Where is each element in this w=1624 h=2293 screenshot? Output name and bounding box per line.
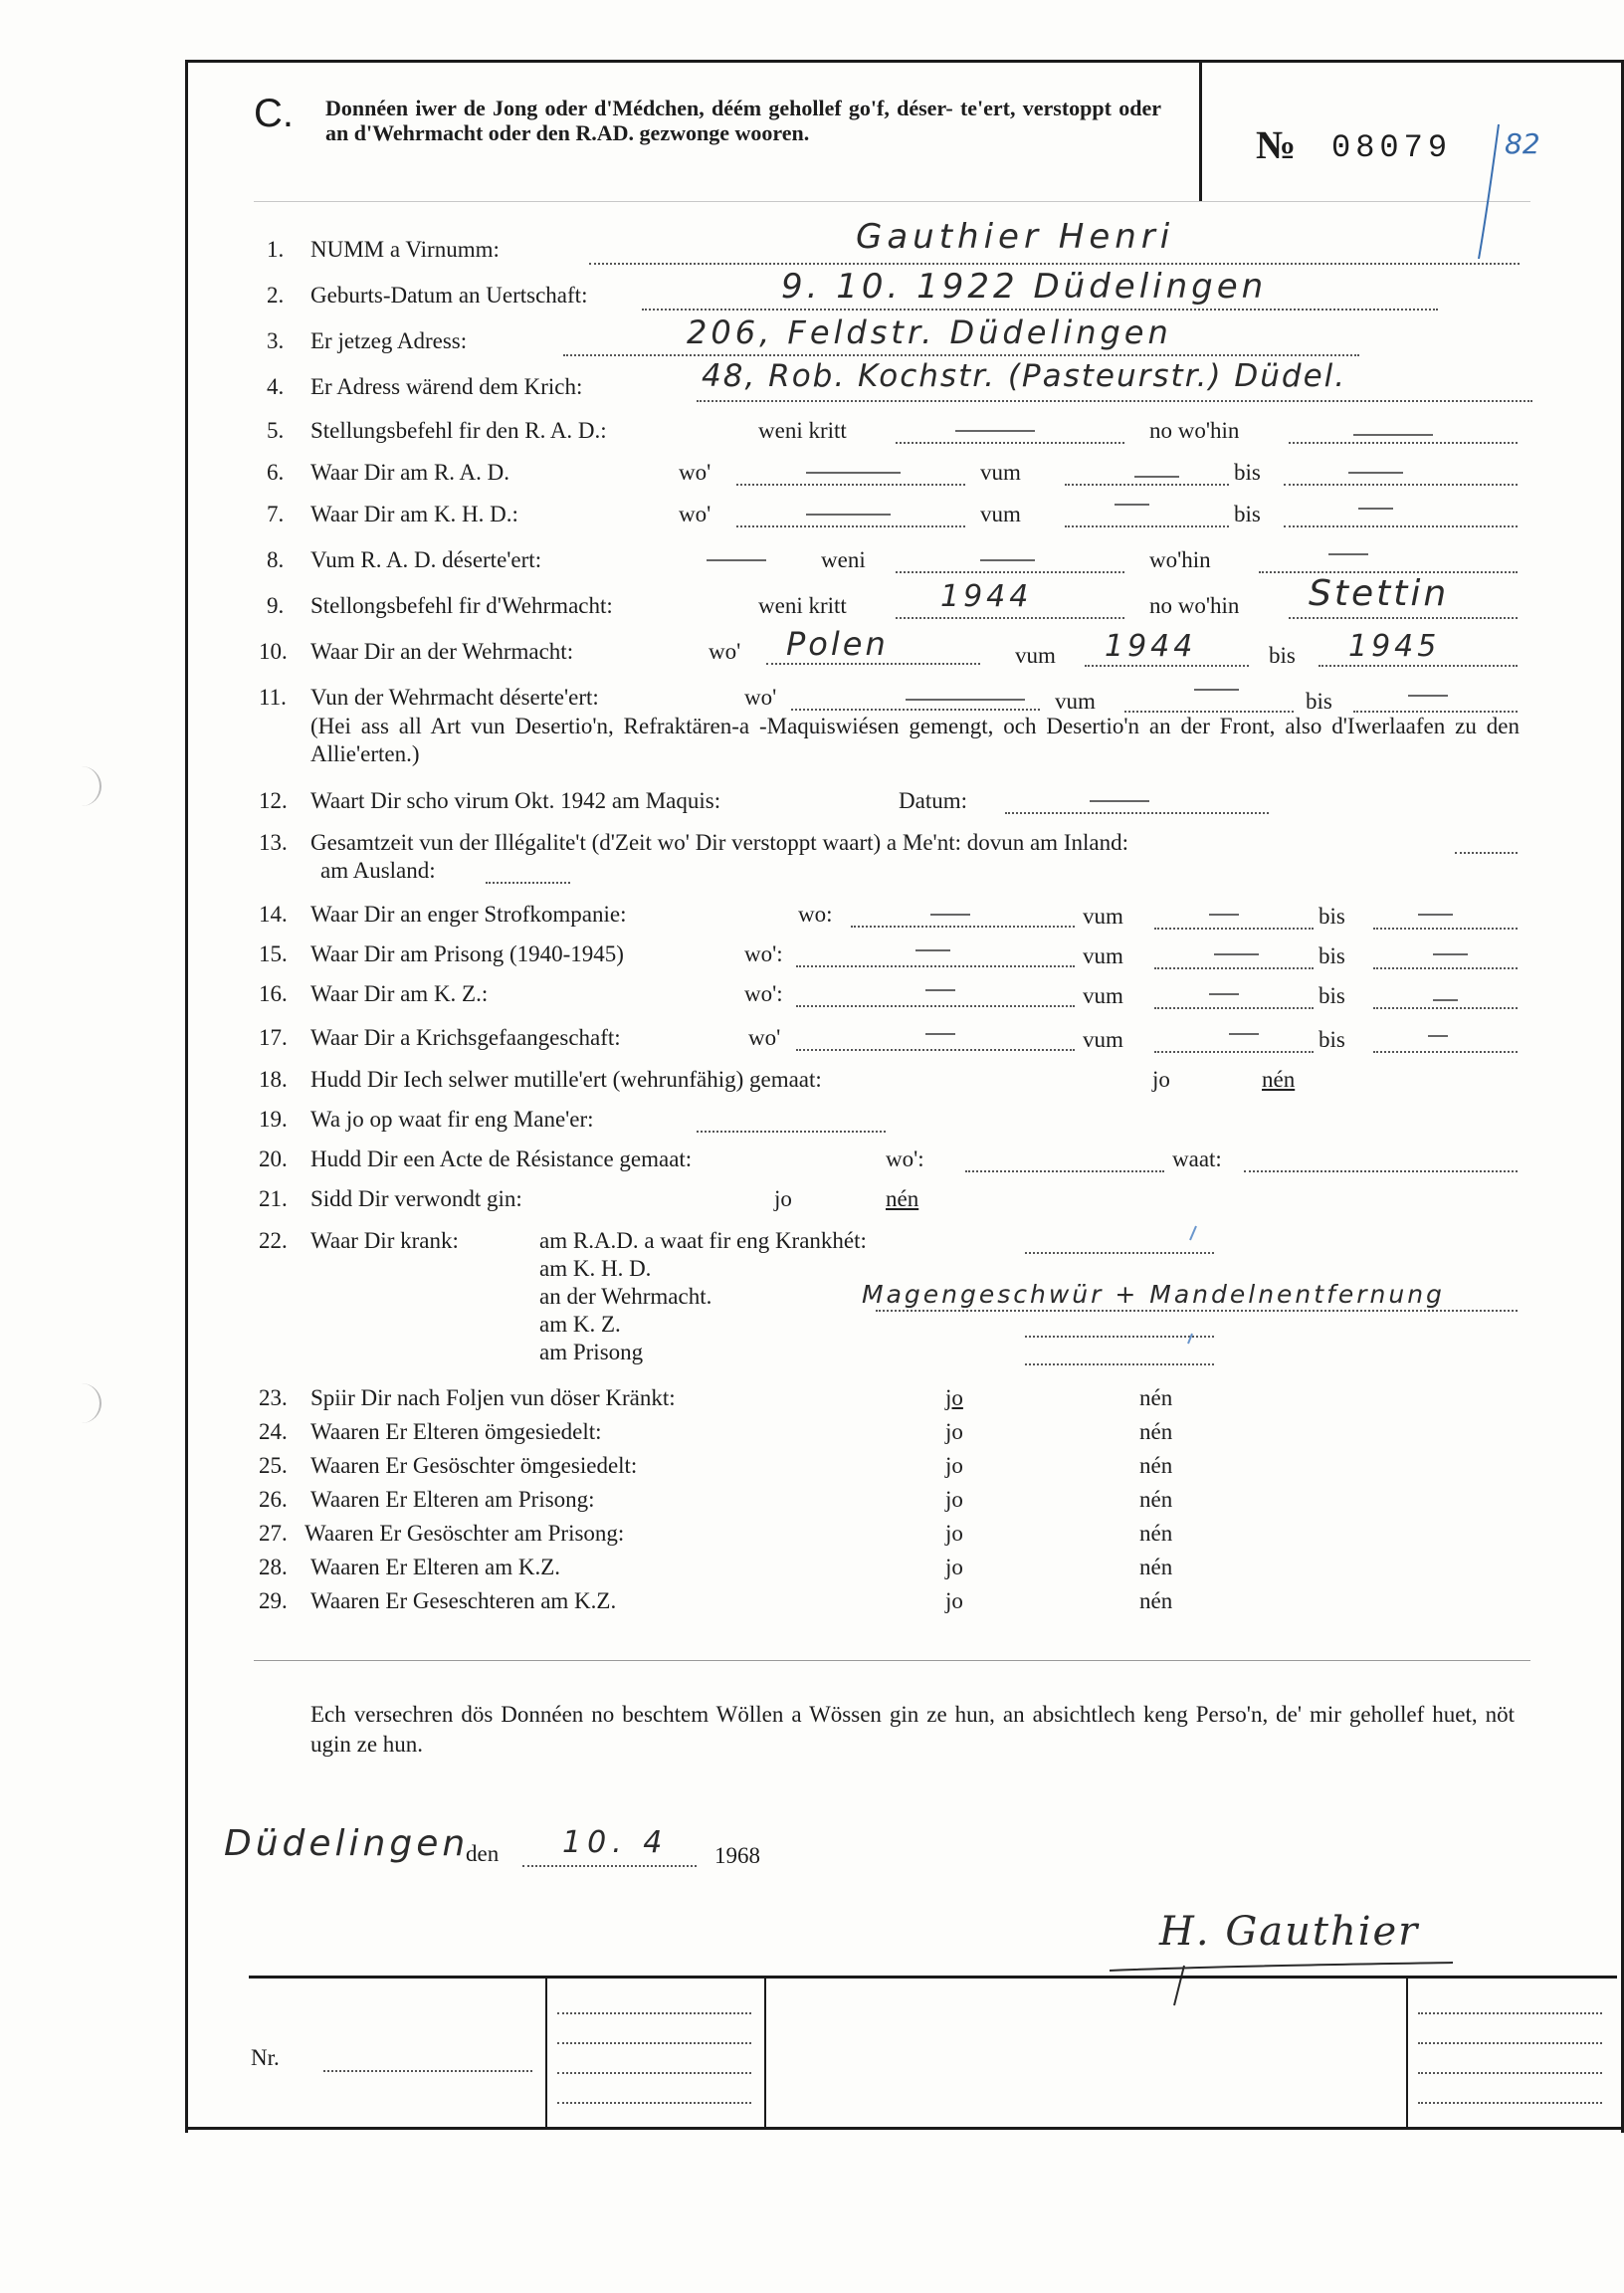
office-line[interactable] (557, 2102, 751, 2104)
q8-field-a: weni (821, 547, 866, 572)
q14-dash-a (930, 914, 970, 916)
q8-dash-a (980, 559, 1035, 561)
q14-line-b[interactable] (1154, 928, 1314, 930)
q13-label: Gesamtzeit vun der Illégalite't (d'Zeit wo' Dir verstoppt waart) a Me'nt: dovun am Inland: (310, 830, 1128, 855)
q1-label: NUMM a Virnumm: (310, 237, 500, 262)
q29-yes[interactable]: jo (945, 1588, 963, 1613)
q20-field-a: wo': (886, 1146, 924, 1171)
q14-field-b: vum (1083, 904, 1123, 929)
q29-label: Waaren Er Geseschteren am K.Z. (310, 1588, 617, 1613)
q17-num: 17. (259, 1025, 288, 1050)
q27-num: 27. (259, 1521, 288, 1546)
q8-dash-0 (707, 559, 766, 561)
q13-num: 13. (259, 830, 288, 855)
q11-line-a[interactable] (791, 709, 1040, 711)
q11-dash-a (906, 699, 1025, 701)
section-letter: C. (254, 92, 294, 135)
office-line[interactable] (557, 2072, 751, 2074)
q14-field-c: bis (1319, 904, 1345, 929)
q22-sub-prisong: am Prisong (539, 1340, 644, 1364)
q12-num: 12. (259, 788, 288, 813)
q5-label: Stellungsbefehl fir den R. A. D.: (310, 418, 607, 443)
q24-no[interactable]: nén (1139, 1419, 1173, 1444)
q4-label: Er Adress wärend dem Krich: (310, 374, 583, 399)
q11-label: Vun der Wehrmacht déserte'ert: (310, 685, 599, 710)
q15-label: Waar Dir am Prisong (1940-1945) (310, 941, 624, 966)
q4-num: 4. (267, 374, 285, 399)
q22-label: Waar Dir krank: (310, 1228, 459, 1253)
q15-dash-b (1214, 953, 1259, 955)
q11-field-c: bis (1306, 689, 1332, 714)
q26-num: 26. (259, 1487, 288, 1512)
q14-dash-c (1418, 914, 1453, 916)
q18-no[interactable]: nén (1262, 1067, 1296, 1092)
q12-dash-a (1090, 800, 1149, 802)
q26-no[interactable]: nén (1139, 1487, 1173, 1512)
q9-label: Stellongsbefehl fir d'Wehrmacht: (310, 593, 613, 618)
q16-line-c[interactable] (1373, 1007, 1518, 1009)
q28-yes[interactable]: jo (945, 1555, 963, 1579)
q15-field-b: vum (1083, 943, 1123, 968)
q21-yes[interactable]: jo (774, 1186, 792, 1211)
q18-yes[interactable]: jo (1152, 1067, 1170, 1092)
q11-dash-c (1408, 695, 1448, 697)
q15-dash-c (1433, 953, 1468, 955)
q17-field-b: vum (1083, 1027, 1123, 1052)
q10-num: 10. (259, 639, 288, 664)
q11-note: (Hei ass all Art vun Desertio'n, Refraktären-a -Maquiswiésen gemengt, och Desertio'n an der Front, also d'Iwerlaafen zu den Allie'erten.) (310, 714, 1520, 766)
q10-line-b[interactable] (1085, 665, 1249, 667)
q6-line-c[interactable] (1284, 484, 1518, 486)
q7-label: Waar Dir am K. H. D.: (310, 502, 518, 526)
q8-line-a[interactable] (896, 571, 1124, 573)
q29-no[interactable]: nén (1139, 1588, 1173, 1613)
q26-label: Waaren Er Elteren am Prisong: (310, 1487, 595, 1512)
q5-line-a[interactable] (896, 442, 1124, 444)
q22-sub-rad: am R.A.D. a waat fir eng Krankhét: (539, 1228, 867, 1253)
q5-num: 5. (267, 418, 285, 443)
office-use-box (249, 1976, 1617, 2130)
q26-yes[interactable]: jo (945, 1487, 963, 1512)
q8-num: 8. (267, 547, 285, 572)
q2-line (642, 309, 1438, 311)
q28-no[interactable]: nén (1139, 1555, 1173, 1579)
q16-field-b: vum (1083, 983, 1123, 1008)
blue-pen-ticks (1182, 1222, 1202, 1352)
form-number: 08079 (1331, 129, 1453, 166)
office-line[interactable] (1418, 2012, 1602, 2014)
q10-line-c[interactable] (1319, 665, 1518, 667)
punch-hole-mark (70, 1383, 102, 1423)
q9-num: 9. (267, 593, 285, 618)
q21-no[interactable]: nén (886, 1186, 919, 1211)
q16-line-a[interactable] (796, 1005, 1075, 1007)
q21-num: 21. (259, 1186, 288, 1211)
q6-dash-b (1134, 476, 1179, 478)
q15-line-b[interactable] (1154, 967, 1314, 969)
q17-field-c: bis (1319, 1027, 1345, 1052)
q14-label: Waar Dir an enger Strofkompanie: (310, 902, 627, 927)
q17-line-a[interactable] (796, 1049, 1075, 1051)
q15-line-c[interactable] (1373, 967, 1518, 969)
q19-line[interactable] (697, 1131, 886, 1133)
q19-label: Wa jo op waat fir eng Mane'er: (310, 1107, 594, 1132)
q16-dash-c (1433, 999, 1458, 1001)
q6-dash-c (1348, 472, 1403, 474)
number-sign: № (1256, 122, 1297, 167)
q9-line-a[interactable] (896, 617, 1124, 619)
nr-line[interactable] (323, 2070, 532, 2072)
header-divider (1199, 62, 1202, 201)
section-title: Donnéen iwer de Jong oder d'Médchen, déém gehollef go'f, déser- te'ert, verstoppt oder an d'Wehrmacht oder den R.AD. gezwonge wooren. (325, 96, 1161, 145)
q7-dash-c (1358, 508, 1393, 510)
q10-answer-c[interactable]: 1945 (1348, 629, 1441, 664)
header-rule (254, 201, 1530, 202)
office-line[interactable] (1418, 2102, 1602, 2104)
office-line[interactable] (1418, 2042, 1602, 2044)
q3-line (563, 354, 1359, 356)
section-separator (254, 1660, 1530, 1661)
number-annotation: 82 (1505, 127, 1540, 160)
date-line[interactable] (522, 1865, 697, 1867)
q7-line-a[interactable] (736, 525, 965, 527)
q14-field-a: wo: (798, 902, 833, 927)
q22-line-prisong[interactable] (1025, 1363, 1214, 1365)
q11-field-b: vum (1055, 689, 1096, 714)
q25-yes[interactable]: jo (945, 1453, 963, 1478)
q10-field-b: vum (1015, 643, 1056, 668)
q3-label: Er jetzeg Adress: (310, 328, 468, 353)
q5-field-a: weni kritt (758, 418, 847, 443)
signature-place[interactable]: Düdelingen (224, 1823, 470, 1864)
q25-label: Waaren Er Gesöschter ömgesiedelt: (310, 1453, 638, 1478)
q15-field-a: wo': (744, 941, 783, 966)
q7-num: 7. (267, 502, 285, 526)
q6-line-a[interactable] (736, 484, 965, 486)
q27-yes[interactable]: jo (945, 1521, 963, 1546)
q7-field-b: vum (980, 502, 1021, 526)
q10-answer-a[interactable]: Polen (786, 625, 889, 663)
q14-num: 14. (259, 902, 288, 927)
declaration-text: Ech versechren dös Donnéen no beschtem Wöllen a Wössen gin ze hun, an absichtlech keng Perso'n, de' mir gehollef huet, nöt ugin ze hun. (310, 1702, 1515, 1757)
q27-no[interactable]: nén (1139, 1521, 1173, 1546)
q10-field-c: bis (1269, 643, 1296, 668)
q7-dash-a (806, 514, 891, 516)
q6-field-b: vum (980, 460, 1021, 485)
q14-line-c[interactable] (1373, 928, 1518, 930)
q13-line-ausland[interactable] (486, 882, 570, 884)
office-line[interactable] (1418, 2072, 1602, 2074)
q22-sub-khd: am K. H. D. (539, 1256, 652, 1281)
q24-label: Waaren Er Elteren ömgesiedelt: (310, 1419, 602, 1444)
q5-line-b[interactable] (1289, 442, 1518, 444)
q10-line-a[interactable] (766, 663, 980, 665)
q10-field-a: wo' (709, 639, 741, 664)
q6-label: Waar Dir am R. A. D. (310, 460, 509, 485)
q23-yes[interactable]: jo (945, 1385, 963, 1410)
q16-dash-a (925, 989, 955, 991)
q18-label: Hudd Dir Iech selwer mutille'ert (wehrunfähig) gemaat: (310, 1067, 822, 1092)
q9-answer-a[interactable]: 1944 (940, 579, 1033, 614)
q6-field-c: bis (1234, 460, 1261, 485)
q28-num: 28. (259, 1555, 288, 1579)
q9-answer-b[interactable]: Stettin (1309, 573, 1450, 614)
q11-num: 11. (259, 685, 287, 710)
date-den: den (466, 1841, 500, 1866)
q8-field-b: wo'hin (1149, 547, 1211, 572)
q9-line-b[interactable] (1289, 617, 1518, 619)
q4-line (697, 400, 1532, 402)
q1-answer[interactable]: Gauthier Henri (856, 217, 1175, 257)
office-line[interactable] (557, 2012, 751, 2014)
q2-num: 2. (267, 283, 285, 308)
q7-dash-b (1115, 504, 1149, 506)
office-line[interactable] (557, 2042, 751, 2044)
q15-num: 15. (259, 941, 288, 966)
q3-answer[interactable]: 206, Feldstr. Düdelingen (687, 313, 1172, 351)
q9-field-b: no wo'hin (1149, 593, 1240, 618)
q7-field-a: wo' (679, 502, 711, 526)
office-box-divider (764, 1976, 766, 2127)
q16-label: Waar Dir am K. Z.: (310, 981, 489, 1006)
q6-dash-a (806, 472, 901, 474)
q5-dash-a (955, 430, 1035, 432)
q1-num: 1. (267, 237, 285, 262)
q17-field-a: wo' (748, 1025, 781, 1050)
q23-label: Spiir Dir nach Foljen vun döser Kränkt: (310, 1385, 676, 1410)
q16-dash-b (1209, 993, 1239, 995)
q10-label: Waar Dir an der Wehrmacht: (310, 639, 574, 664)
q15-field-c: bis (1319, 943, 1345, 968)
q2-label: Geburts-Datum an Uertschaft: (310, 283, 588, 308)
q6-num: 6. (267, 460, 285, 485)
q15-line-a[interactable] (796, 965, 1075, 967)
q17-line-b[interactable] (1154, 1051, 1314, 1053)
q12-field-a: Datum: (899, 788, 967, 813)
signature-date[interactable]: 10. 4 (562, 1825, 669, 1860)
q16-num: 16. (259, 981, 288, 1006)
q18-num: 18. (259, 1067, 288, 1092)
q14-line-a[interactable] (851, 926, 1075, 928)
nr-label: Nr. (251, 2045, 280, 2070)
q24-num: 24. (259, 1419, 288, 1444)
q23-num: 23. (259, 1385, 288, 1410)
q16-line-b[interactable] (1154, 1007, 1314, 1009)
q28-label: Waaren Er Elteren am K.Z. (310, 1555, 561, 1579)
q5-dash-b (1353, 434, 1433, 436)
q20-num: 20. (259, 1146, 288, 1171)
q11-dash-b (1194, 689, 1239, 691)
q7-line-b[interactable] (1065, 525, 1229, 527)
q24-yes[interactable]: jo (945, 1419, 963, 1444)
q17-line-c[interactable] (1373, 1051, 1518, 1053)
q3-num: 3. (267, 328, 285, 353)
q13-line-inland[interactable] (1455, 852, 1518, 854)
q10-answer-b[interactable]: 1944 (1105, 629, 1197, 664)
q17-dash-a (925, 1033, 955, 1035)
q7-line-c[interactable] (1284, 525, 1518, 527)
q22-num: 22. (259, 1228, 288, 1253)
q19-num: 19. (259, 1107, 288, 1132)
q12-line-a[interactable] (1005, 812, 1269, 814)
q17-label: Waar Dir a Krichsgefaangeschaft: (310, 1025, 621, 1050)
q17-dash-b (1229, 1033, 1259, 1035)
q6-line-b[interactable] (1065, 484, 1229, 486)
q7-field-c: bis (1234, 502, 1261, 526)
q20-label: Hudd Dir een Acte de Résistance gemaat: (310, 1146, 693, 1171)
q8-label: Vum R. A. D. déserte'ert: (310, 547, 542, 572)
q4-answer[interactable]: 48, Rob. Kochstr. (Pasteurstr.) Düdel. (702, 358, 1347, 394)
blue-pen-stroke (1471, 119, 1511, 269)
q9-field-a: weni kritt (758, 593, 847, 618)
q27-label: Waaren Er Gesöschter am Prisong: (304, 1521, 625, 1546)
q8-dash-b (1328, 553, 1368, 555)
q15-dash-a (915, 949, 950, 951)
q14-dash-b (1209, 914, 1239, 916)
q20-line-b[interactable] (1244, 1170, 1518, 1172)
q17-dash-c (1428, 1035, 1448, 1037)
office-box-divider (1406, 1976, 1408, 2127)
date-year: 1968 (714, 1843, 760, 1868)
q16-field-c: bis (1319, 983, 1345, 1008)
q20-field-b: waat: (1172, 1146, 1222, 1171)
punch-hole-mark (70, 766, 102, 806)
q6-field-a: wo' (679, 460, 711, 485)
q22-sub-wehrmacht: an der Wehrmacht. (539, 1284, 712, 1309)
q22-sub-kz: am K. Z. (539, 1312, 621, 1337)
office-box-divider (545, 1976, 547, 2127)
q29-num: 29. (259, 1588, 288, 1613)
q25-no[interactable]: nén (1139, 1453, 1173, 1478)
q22-answer[interactable]: Magengeschwür + Mandelnentfernung (862, 1280, 1445, 1309)
signature[interactable]: H. Gauthier (1159, 1909, 1420, 1955)
q2-answer[interactable]: 9. 10. 1922 Düdelingen (781, 267, 1268, 307)
q20-line-a[interactable] (965, 1170, 1164, 1172)
q21-label: Sidd Dir verwondt gin: (310, 1186, 522, 1211)
q5-field-b: no wo'hin (1149, 418, 1240, 443)
q23-no[interactable]: nén (1139, 1385, 1173, 1410)
q16-field-a: wo': (744, 981, 783, 1006)
q25-num: 25. (259, 1453, 288, 1478)
q13-field-ausland: am Ausland: (320, 858, 436, 883)
q11-field-a: wo' (744, 685, 777, 710)
q1-line (589, 263, 1520, 265)
q12-label: Waart Dir scho virum Okt. 1942 am Maquis: (310, 788, 721, 813)
